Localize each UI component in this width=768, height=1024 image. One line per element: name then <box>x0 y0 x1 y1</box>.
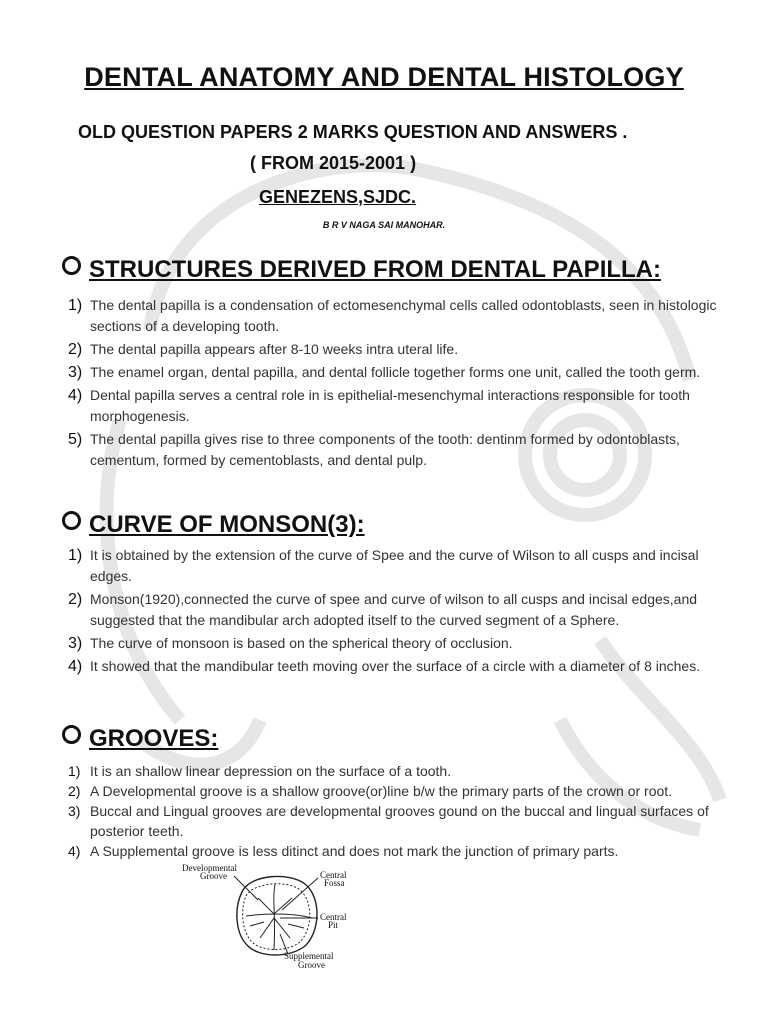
list-item <box>68 362 728 383</box>
circle-bullet-icon <box>62 725 81 744</box>
item-text: The enamel organ, dental papilla, and dental follicle together forms one unit, called the tooth germ. <box>90 364 701 380</box>
item-text: Dental papilla serves a central role in is epithelial-mesenchymal interactions responsible for tooth morphogenesis. <box>90 387 690 424</box>
document-author: B R V NAGA SAI MANOHAR. <box>322 220 446 230</box>
list-item <box>68 656 728 677</box>
list-item <box>68 633 728 654</box>
item-text: The dental papilla gives rise to three components of the tooth: dentinm formed by odontoblasts, cementum, formed by cementoblasts, and dental pulp. <box>90 431 680 468</box>
list-dental-papilla <box>68 295 728 473</box>
list-item <box>68 385 728 427</box>
heading-text: STRUCTURES DERIVED FROM DENTAL PAPILLA: <box>89 256 662 283</box>
item-number: 3) <box>68 364 83 381</box>
item-text: The dental papilla is a condensation of ectomesenchymal cells called odontoblasts, seen in histologic sections of a developing tooth. <box>90 297 717 334</box>
label-supplemental-groove: Groove <box>298 960 325 970</box>
list-item <box>68 801 728 841</box>
list-item <box>68 295 728 337</box>
item-text: A Supplemental groove is less ditinct and does not mark the junction of primary parts. <box>90 843 619 859</box>
label-pit: Pit <box>328 920 339 930</box>
item-number: 3) <box>68 635 83 652</box>
list-item <box>68 841 728 861</box>
heading-text: CURVE OF MONSON(3): <box>89 511 365 538</box>
list-item <box>68 781 728 801</box>
item-number: 4) <box>68 658 83 675</box>
item-text: A Developmental groove is a shallow groove(or)line b/w the primary parts of the crown or root. <box>90 783 673 799</box>
item-text: It is an shallow linear depression on the surface of a tooth. <box>90 763 452 779</box>
item-text: The dental papilla appears after 8-10 weeks intra uteral life. <box>90 341 459 357</box>
item-text: It showed that the mandibular teeth moving over the surface of a circle with a diameter of 8 inches. <box>90 658 701 674</box>
item-number: 4) <box>68 843 81 859</box>
label-central-pit: Central <box>320 912 347 922</box>
item-number: 3) <box>68 803 81 819</box>
label-central-fossa: Central <box>320 870 347 880</box>
item-number: 2) <box>68 591 83 608</box>
item-number: 2) <box>68 783 81 799</box>
circle-bullet-icon <box>62 511 81 530</box>
document-group: GENEZENS,SJDC. <box>259 187 417 207</box>
list-grooves <box>68 761 728 861</box>
item-number: 5) <box>68 431 83 448</box>
item-number: 2) <box>68 341 83 358</box>
list-item <box>68 429 728 471</box>
list-item <box>68 761 728 781</box>
item-text: Buccal and Lingual grooves are developmental grooves gound on the buccal and lingual surfaces of posterior teeth. <box>90 803 709 839</box>
section-heading-curve-of-monson <box>62 511 365 539</box>
item-number: 1) <box>68 763 81 779</box>
item-text: It is obtained by the extension of the curve of Spee and the curve of Wilson to all cusps and incisal edges. <box>90 547 699 584</box>
document-years: ( FROM 2015-2001 ) <box>250 153 417 173</box>
list-item <box>68 545 728 587</box>
label-fossa: Fossa <box>324 878 345 888</box>
list-item <box>68 589 728 631</box>
tooth-grooves-figure <box>180 862 370 972</box>
item-number: 4) <box>68 387 83 404</box>
section-heading-grooves <box>62 725 218 753</box>
item-number: 1) <box>68 297 83 314</box>
label-developmental-groove: Groove <box>200 871 227 881</box>
label-supplemental: Supplemental <box>284 951 334 961</box>
document-title: DENTAL ANATOMY AND DENTAL HISTOLOGY <box>84 62 684 92</box>
item-text: The curve of monsoon is based on the spherical theory of occlusion. <box>90 635 513 651</box>
document-subtitle: OLD QUESTION PAPERS 2 MARKS QUESTION AND ANSWERS . <box>78 122 628 142</box>
circle-bullet-icon <box>62 256 81 275</box>
label-developmental: Developmental <box>182 863 237 873</box>
list-item <box>68 339 728 360</box>
item-text: Monson(1920),connected the curve of spee and curve of wilson to all cusps and incisal edges,and suggested that the mandibular arch adopted itself to the curved segment of a Sphere. <box>90 591 698 628</box>
heading-text: GROOVES: <box>89 725 219 752</box>
item-number: 1) <box>68 547 83 564</box>
section-heading-dental-papilla <box>62 256 661 284</box>
list-curve-of-monson <box>68 545 728 679</box>
